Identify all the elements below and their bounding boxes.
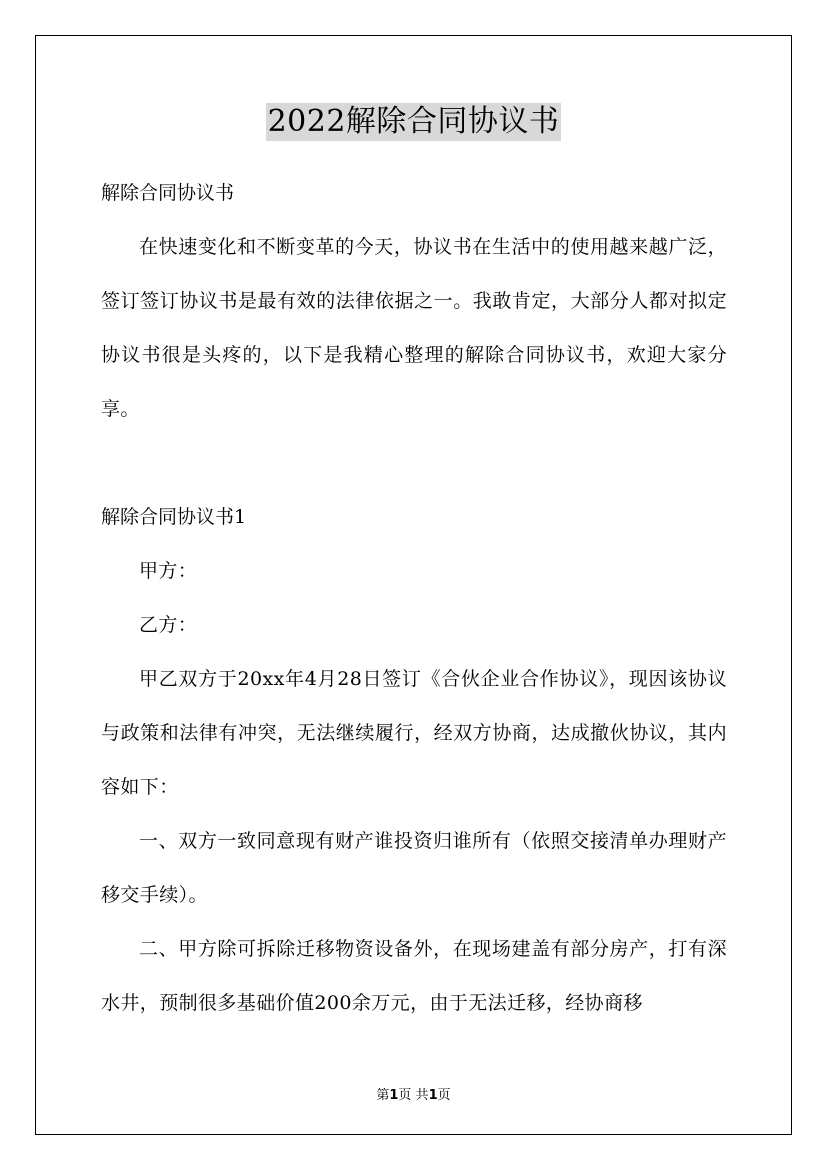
footer-page-total: 1 bbox=[428, 1088, 438, 1103]
footer-page-number: 1 bbox=[389, 1088, 399, 1103]
paragraph-2: 一、双方一致同意现有财产谁投资归谁所有（依照交接清单办理财产移交手续）。 bbox=[101, 830, 727, 906]
party-b-line: 乙方： bbox=[139, 614, 198, 636]
document-title: 2022解除合同协议书 bbox=[267, 104, 560, 139]
intro-section bbox=[101, 220, 727, 436]
paragraph-3: 二、甲方除可拆除迁移物资设备外，在现场建盖有部分房产，打有深水井，预制很多基础价值200余万元，由于无法迁移，经协商移 bbox=[101, 938, 727, 1014]
paragraph-1: 甲乙双方于20xx年4月28日签订《合伙企业合作协议》，现因该协议与政策和法律有冲突，无法继续履行，经双方协商，达成撤伙协议，其内容如下： bbox=[101, 668, 727, 798]
intro-heading: 解除合同协议书 bbox=[101, 182, 235, 204]
footer-suffix: 页 bbox=[437, 1088, 451, 1103]
intro-paragraph: 在快速变化和不断变革的今天，协议书在生活中的使用越来越广泛，签订签订协议书是最有效的法律依据之一。我敢肯定，大部分人都对拟定协议书很是头疼的，以下是我精心整理的解除合同协议书，欢迎大家分享。 bbox=[101, 236, 727, 420]
footer-mid: 页 共 bbox=[398, 1088, 429, 1103]
footer-prefix: 第 bbox=[376, 1088, 390, 1103]
section1-heading: 解除合同协议书1 bbox=[101, 506, 247, 528]
section1-body bbox=[101, 544, 727, 1030]
party-a-line: 甲方： bbox=[139, 560, 198, 582]
page-footer bbox=[0, 1084, 827, 1103]
title-container bbox=[0, 103, 827, 141]
